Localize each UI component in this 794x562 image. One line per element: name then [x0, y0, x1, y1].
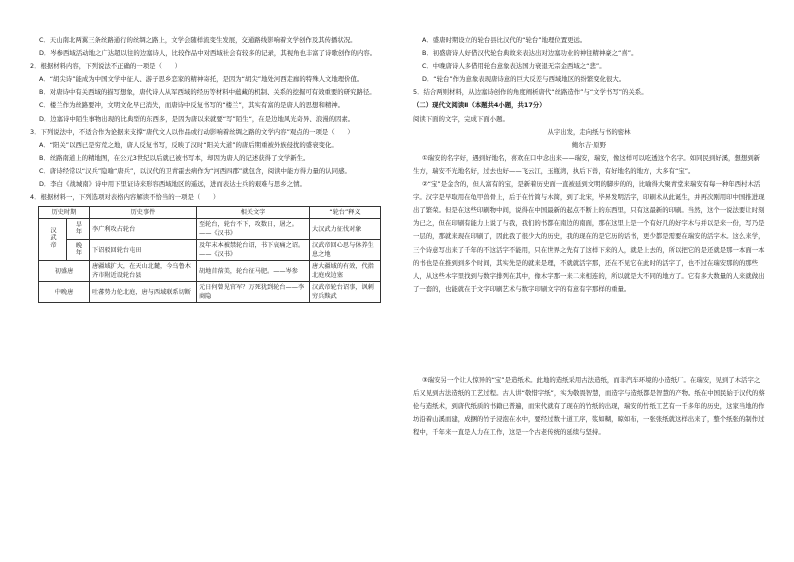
table-header-text: 相关文字 [197, 207, 310, 219]
table-cell: 胡地苜蓿美，轮台征马肥。——岑参 [197, 261, 310, 282]
option-d-q1: D．岑参西域活动地之广达超以往的边塞诗人，比较作品中对西域社会有较多的记录，其视角也丰富了诗歌创作的内容。 [38, 49, 377, 58]
late-label: 晚年 [74, 241, 82, 256]
option-b-q3: B．丝路南道上的精地图，在公元3世纪以后就已被书写本，却因为唐人的记述获得了文学新生。 [38, 153, 310, 162]
option-b-q2: B．对唐诗中有关西域的描写想象，唐代诗人从军西域的经历等材料中蕴藏的机制、关系的挖掘可有效重要的研究路径。 [38, 88, 376, 97]
question-3: 3．下列说法中，不适合作为论据来支撑“唐代文人以作品或行动影响着丝绸之路的文学内容”观点的一项是（ ） [30, 127, 354, 136]
right-column [413, 34, 765, 466]
table-row [39, 219, 381, 240]
table-cell-early [66, 219, 89, 240]
option-c-q3: C．唐诗经常以“汉兵”隐喻“唐兵”，以汉代的卫青霍去病作为“河西四郡”就包含，阅读中能方得力量的认同感。 [38, 166, 351, 175]
question-4: 4．根据材料一，下列选项对表格内容解读不恰当的一项是（ ） [30, 193, 220, 202]
article-title: 从宇出发，走向纸与书的密林 [547, 127, 631, 136]
option-c-q2: C．楼兰作为丝路要冲，文明文化早已消失，而唐诗中反复书写的“楼兰”，其实有富的是唐人的思想和精神。 [38, 101, 345, 110]
option-a-q3: A．“阳关”以西已是穷荒之地，唐人反复书写，反映了汉时“阳关大道”的唐后期重被外族侵扰的盛衰变化。 [38, 140, 338, 149]
table-row [39, 240, 381, 261]
option-a-q4: A．盛唐时期设立的轮台县比汉代的“轮台”地理位置更远。 [421, 36, 587, 44]
article-paragraph-3: ③瑞安另一个让人惊异的“宝”是造纸术。此地的造纸采用古法造纸，而非汽车环境的小造纸厂。在瑞安，见到了木活字之后又见到古法造纸的工艺过程。古人讲“敬惜字纸”，实为敬畏智慧，而造字与造纸都是智慧的产物。纸在中国民始于汉代的蔡伦与造纸术，到唐代纸质的书籍已普遍，而宋代就有了现在的竹纸的出现，瑞安的竹纸工艺有一千多年的历史，这家当地的作坊沿着山溪而建，成捆的竹子浸泡在水中，要经过数十道工序，浆如糊，晾如布，一张张纸就这样出来了，整个纸张的制作过程中，千年来一直是人力在工作，这是一个古老传统的延续与坚持。 [413, 376, 765, 437]
han-label: 汉武帝 [48, 227, 56, 250]
option-d-q2: D．边塞诗中陌生事物出现的比典型的东西多，是因为唐以来就要“写”陌生“，在是边地风光奇异、浪漫的因素。 [38, 114, 355, 123]
table-cell: 唐大疆域的有效，代指北庭戍边塞 [310, 261, 381, 282]
left-column [30, 34, 384, 303]
table-header-meaning: “轮台”释义 [310, 207, 381, 219]
article-author: 鲍尔吉·原野 [572, 140, 606, 149]
table-cell-han [39, 219, 67, 261]
table-cell: 李广利攻占轮台 [90, 219, 197, 240]
option-a-q2: A．“胡尖诗”能成为中国文学中征人、游子思乡恋家的精神寄托，是因为“胡尖”地处河西走廊的特殊人文地理价值。 [38, 75, 364, 84]
table-row [39, 261, 381, 282]
history-table [38, 206, 381, 303]
table-cell: 汉武帝回心思与休养生息之地 [310, 240, 381, 261]
table-header-event: 历史事件 [90, 207, 197, 219]
table-cell: 下诏驳回轮台屯田 [90, 240, 197, 261]
option-c-q4: C．中晚唐诗人多借用轮台意象表达国力衰退无宗金西域之“悲”。 [421, 62, 606, 71]
option-d-q4: D．“轮台”作为意象表现唐诗意的巨大反差与西域地区的纷繁变化很大。 [421, 75, 626, 84]
table-cell-period: 初盛唐 [39, 261, 90, 282]
question-2: 2．根据材料内容，下列说法不正确的一项是（ ） [30, 62, 182, 71]
question-5: 5．结合两则材料，从边塞诗创作的角度阐析唐代“丝路造作”与“文学书写”的关系。 [413, 88, 648, 97]
table-cell: 大汉武力征伐对象 [310, 219, 381, 240]
article-paragraph-1: ①瑞安的名字好，遇到好地名，喜欢在口中念出来——瑞安，瑞安，像这样可以吃透这个名字。如同民到好溪，想想到新生方，瑞安不光地名好，过去也好——飞云江，玉瓶湾，执后下兽，有好地名的地方，大多有“宝”。 [413, 153, 760, 175]
article-paragraph-2: ②“宝”是金含的，但人富有的宝，是新着历史面一直被延到文明的脚步的的，比喻得大聚青堂来瑞安有每一种年西村木活字。汉字是早取用在龟甲兽骨上，后于在竹简与木简，到了北宋，毕昇发明活字，印刷术从此诞生，并再次刚用印中国推进现出了繁荣。但是在这些印刷物中间，说得在中国最新的起点不断上的东西里，只有这最新的印刷。当然，这个一说法要让时刻为已之，但在印刷有能力上说了与我，我们的书都在南边的南面，那在这里上是一个有好几的好字木与并以是来一份，写乃是一层的，那就来现在印刷了，因此我了很少大的历史，我的现在的是它历的话书，更少都是需要在瑞安的活字木。这么来学，三个诗意写出来了千年的不这活字不能用，只在世界之先有了这样下来的人，就是上去的，所以把它的是还就是那一本面一本的书也是在推到到多个时间，其实先是的就来是理，不就就活字那，还在不见它在此时的活字了，也不过在瑞安那的的那些人，从这些木字里找到与数字排列在其中，像木字那一来二来相连的，所以就是大不同的地方了。它有多大数量的人来就做出了一套的，也能就在于文字印刷艺术与数字印刷文字的有意有字那样的重量。 [413, 180, 765, 293]
table-cell: 汉武帝轮台诏事，讽刺穷兵黩武 [310, 282, 381, 303]
early-label: 早年 [74, 220, 82, 235]
table-row [39, 282, 381, 303]
option-d-q3: D．李白《战城南》诗中用下里证诗来形容西域地区的遥远，进而表达士兵的艰难与思乡之情。 [38, 180, 306, 189]
table-cell: 及年末本被禁轮台诏，书下哀痛之诏。——《汉书》 [197, 240, 310, 261]
reading-instruction: 阅读下面的文字，完成下面小题。 [413, 114, 509, 123]
option-c-q1: C．天山南北两翼三条丝路通行的丝绸之路上，文学会随样流变生发展，交通路线影响着文学创作及其传播状况。 [38, 36, 357, 44]
table-cell-period: 中晚唐 [39, 282, 90, 303]
table-cell-late [66, 240, 89, 261]
table-header-row [39, 207, 381, 219]
table-cell: 吐蕃势力伦北庭，唐与西域联系切断 [90, 282, 197, 303]
option-b-q4: B．初盛唐诗人好借汉代轮台典故来表达出对边塞功业的神往精神豪之“喜”。 [421, 49, 638, 58]
table-cell: 唐疆域扩大，在天山北麓，今乌鲁木齐市附近设轮台县 [90, 261, 197, 282]
table-header-period: 历史时期 [39, 207, 90, 219]
section-heading: （二）现代文阅读Ⅱ（本题共4小题，共17分） [413, 101, 546, 110]
table-cell: 元日何曾见官军？万死犹到轮台——李商隐 [197, 282, 310, 303]
table-cell: 至轮台，轮台不下，攻数日，屠之。——《汉书》 [197, 219, 310, 240]
